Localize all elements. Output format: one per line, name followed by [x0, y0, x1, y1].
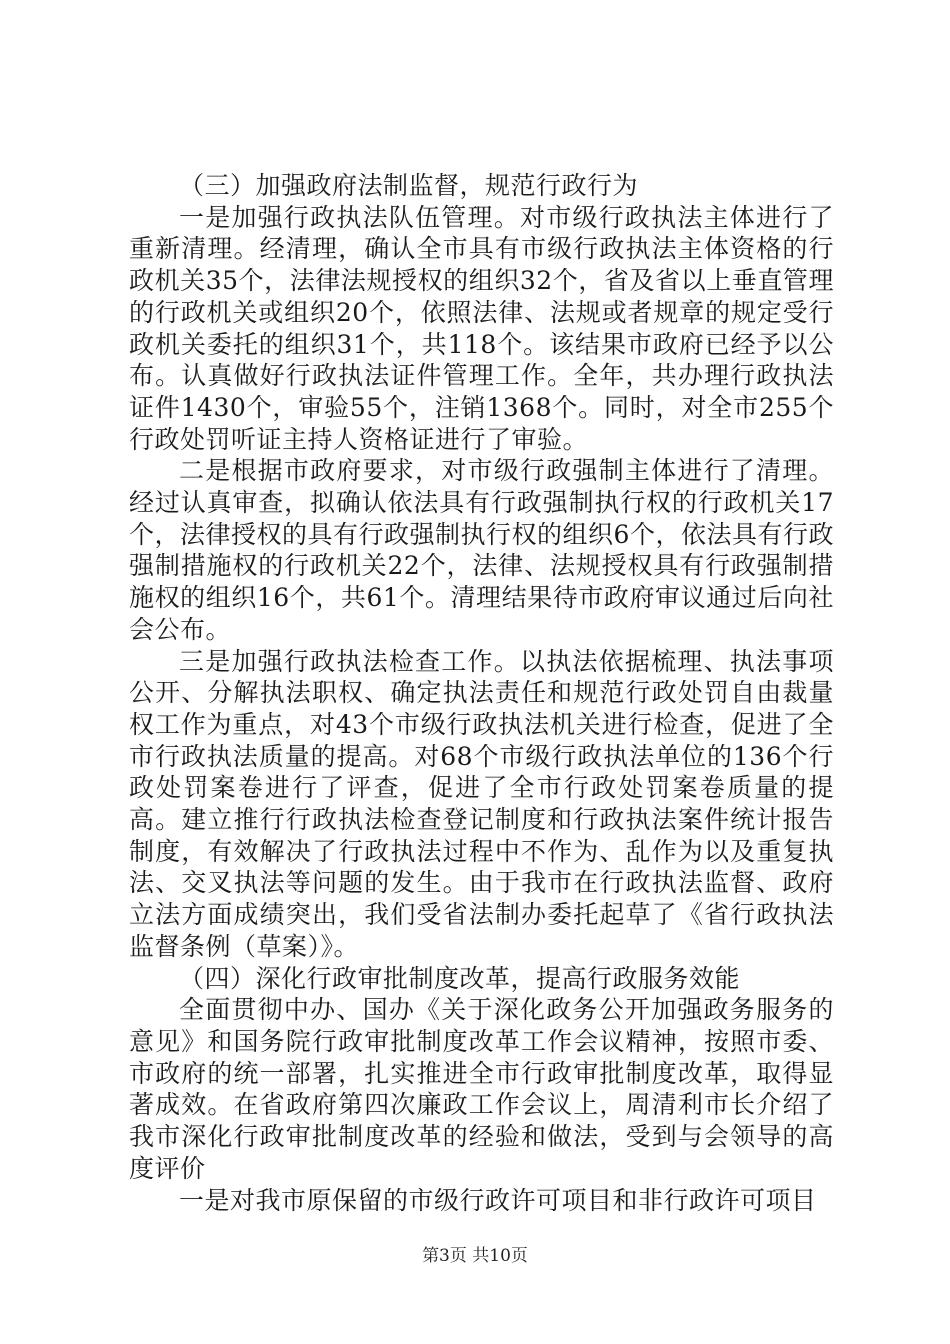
section-heading-4: （四）深化行政审批制度改革，提高行政服务效能	[179, 963, 741, 993]
paragraph: 三是加强行政执法检查工作。以执法依据梳理、执法事项公开、分解执法职权、确定执法责任和规范行政处罚自由裁量权工作为重点，对43个市级行政执法机关进行检查，促进了全市行政执法质量的提高。对68个市级行政执法单位的136个行政处罚案卷进行了评查，促进了全市行政处罚案卷质量的提高。建立推行行政执法检查登记制度和行政执法案件统计报告制度，有效解决了行政执法过程中不作为、乱作为以及重复执法、交叉执法等问题的发生。由于我市在行政执法监督、政府立法方面成绩突出，我们受省法制办委托起草了《省行政执法监督条例（草案）》。	[129, 646, 834, 961]
paragraph: 一是加强行政执法队伍管理。对市级行政执法主体进行了重新清理。经清理，确认全市具有市级行政执法主体资格的行政机关35个，法律法规授权的组织32个，省及省以上垂直管理的行政机关或组织20个，依照法律、法规或者规章的规定受行政机关委托的组织31个，共118个。该结果市政府已经予以公布。认真做好行政执法证件管理工作。全年，共办理行政执法证件1430个，审验55个，注销1368个。同时，对全市255个行政处罚听证主持人资格证进行了审验。	[129, 202, 834, 454]
section-heading-3: （三）加强政府法制监督，规范行政行为	[179, 171, 639, 200]
page-number-footer: 第3页 共10页	[422, 1246, 528, 1266]
document-body	[129, 170, 834, 1216]
paragraph: 一是对我市原保留的市级行政许可项目和非行政许可项目	[179, 1185, 817, 1215]
paragraph: 二是根据市政府要求，对市级行政强制主体进行了清理。经过认真审查，拟确认依法具有行政强制执行权的行政机关17个，法律授权的具有行政强制执行权的组织6个，依法具有行政强制措施权的行政机关22个，法律、法规授权具有行政强制措施权的组织16个，共61个。清理结果待市政府审议通过后向社会公布。	[129, 456, 834, 644]
paragraph: 全面贯彻中办、国办《关于深化政务公开加强政务服务的意见》和国务院行政审批制度改革工作会议精神，按照市委、市政府的统一部署，扎实推进全市行政审批制度改革，取得显著成效。在省政府第四次廉政工作会议上，周清利市长介绍了我市深化行政审批制度改革的经验和做法，受到与会领导的高度评价	[129, 995, 834, 1183]
